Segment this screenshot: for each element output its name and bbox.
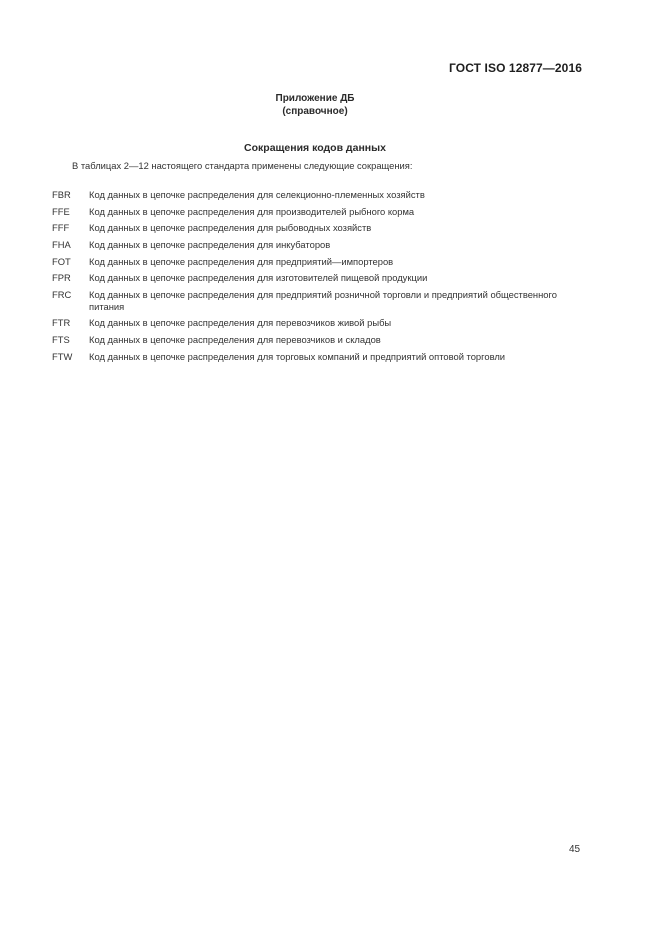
abbreviation-code: FTW: [52, 350, 73, 362]
abbreviation-code: FFF: [52, 222, 70, 234]
list-item: [52, 206, 582, 218]
abbreviation-description: Код данных в цепочке распределения для рыбоводных хозяйств: [89, 222, 372, 234]
abbreviation-list: [52, 189, 582, 367]
list-item: [52, 272, 582, 284]
abbreviation-description: Код данных в цепочке распределения для инкубаторов: [89, 239, 331, 251]
list-item: [52, 222, 582, 234]
abbreviation-code: FTS: [52, 334, 70, 345]
abbreviation-code: FPR: [52, 272, 71, 284]
abbreviation-code: FOT: [52, 255, 71, 267]
list-item: [52, 189, 582, 201]
abbreviation-description: Код данных в цепочке распределения для селекционно-племенных хозяйств: [89, 189, 425, 200]
abbreviation-code: FHA: [52, 239, 71, 251]
list-item: [52, 256, 582, 268]
abbreviation-description: Код данных в цепочке распределения для предприятий розничной торговли и предприятий общественного питания: [89, 289, 557, 312]
abbreviation-code: FRC: [52, 289, 72, 301]
abbreviation-description: Код данных в цепочке распределения для торговых компаний и предприятий оптовой торговли: [89, 350, 506, 362]
list-item: [52, 239, 582, 251]
list-item: [52, 334, 582, 346]
appendix-title: Приложение ДБ: [275, 93, 355, 104]
abbreviation-description: Код данных в цепочке распределения для предприятий—импортеров: [89, 255, 394, 267]
abbreviation-code: FTR: [52, 317, 71, 329]
page-number: 45: [569, 844, 581, 855]
list-item: [52, 317, 582, 329]
appendix-subtitle: (справочное): [282, 106, 348, 117]
abbreviation-description: Код данных в цепочке распределения для перевозчиков живой рыбы: [89, 317, 392, 329]
standard-code-header: ГОСТ ISO 12877—2016: [449, 61, 582, 75]
abbreviation-code: FBR: [52, 189, 71, 200]
list-item: [52, 351, 582, 363]
abbreviation-code: FFE: [52, 205, 70, 217]
section-title: Сокращения кодов данных: [244, 142, 386, 154]
abbreviation-description: Код данных в цепочке распределения для перевозчиков и складов: [89, 334, 381, 345]
intro-paragraph: В таблицах 2—12 настоящего стандарта применены следующие сокращения:: [72, 160, 413, 171]
appendix-heading: [0, 92, 630, 118]
abbreviation-description: Код данных в цепочке распределения для изготовителей пищевой продукции: [89, 272, 428, 284]
abbreviation-description: Код данных в цепочке распределения для производителей рыбного корма: [89, 205, 415, 217]
list-item: [52, 289, 582, 312]
